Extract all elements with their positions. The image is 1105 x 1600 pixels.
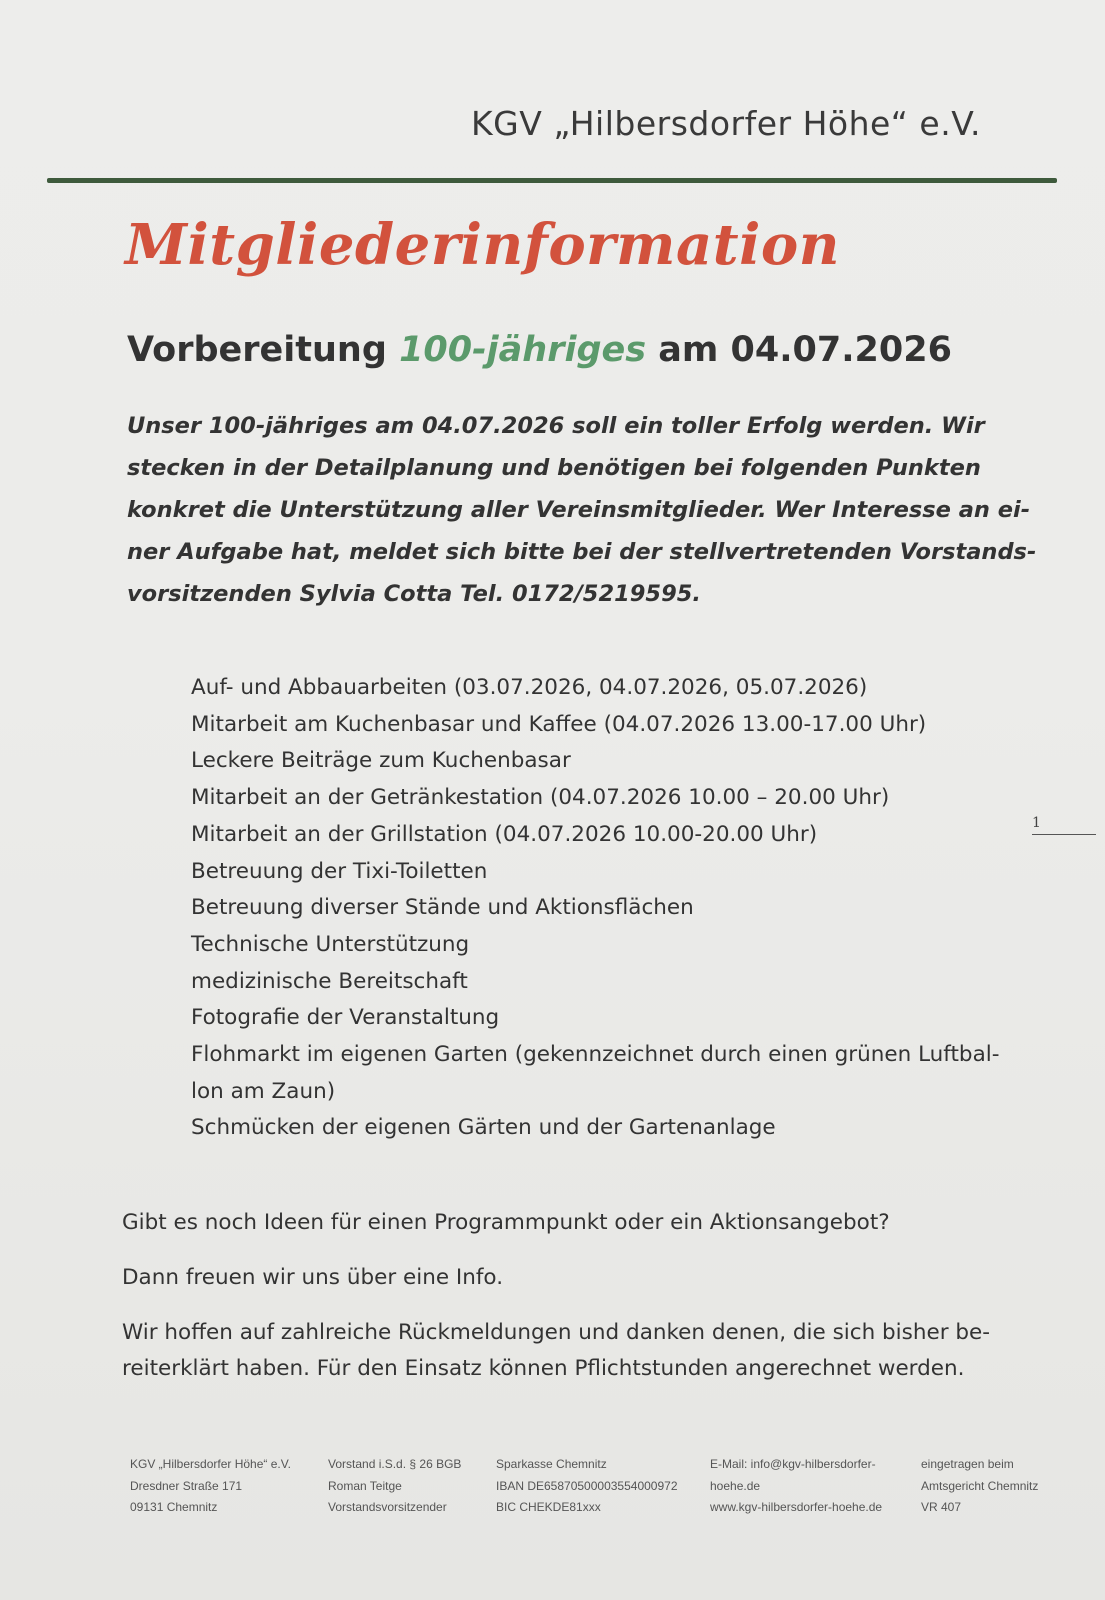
organization-header: KGV „Hilbersdorfer Höhe“ e.V. — [471, 104, 981, 143]
footer-contact — [710, 1454, 882, 1519]
document-title: Mitgliederinformation — [125, 212, 840, 278]
footer-line: IBAN DE65870500003554000972 — [496, 1478, 678, 1493]
footer-line: 09131 Chemnitz — [130, 1500, 218, 1514]
closing-question — [122, 1205, 1022, 1241]
footer-address — [130, 1454, 291, 1519]
header-divider — [47, 178, 1057, 183]
subheading-highlight: 100-jähriges — [399, 330, 647, 370]
closing-thanks-line: Wir hoffen auf zahlreiche Rückmeldungen und danken denen, die sich bisher be- — [122, 1320, 991, 1345]
task-item: medizinische Bereitschaft — [191, 968, 468, 994]
footer-line: KGV „Hilbersdorfer Höhe“ e.V. — [130, 1457, 291, 1471]
task-item: Mitarbeit an der Getränkestation (04.07.2026 10.00 – 20.00 Uhr) — [191, 785, 890, 811]
task-item: Betreuung diverser Stände und Aktionsflächen — [191, 895, 694, 921]
intro-line: stecken in der Detailplanung und benötigen bei folgenden Punkten — [127, 455, 981, 481]
page-marker: 1 — [1032, 815, 1096, 835]
footer-line: Dresdner Straße 171 — [130, 1478, 243, 1493]
task-item: Auf- und Abbauarbeiten (03.07.2026, 04.07.2026, 05.07.2026) — [191, 675, 868, 700]
subheading-suffix: am 04.07.2026 — [646, 330, 952, 370]
task-list — [191, 670, 999, 1147]
closing-info — [122, 1260, 1022, 1296]
footer-line: Amtsgericht Chemnitz — [921, 1478, 1039, 1493]
task-item: Schmücken der eigenen Gärten und der Gartenanlage — [191, 1115, 776, 1141]
task-item: Technische Unterstützung — [191, 931, 470, 957]
closing-info-text: Dann freuen wir uns über eine Info. — [122, 1265, 504, 1290]
closing-thanks-line: reiterklärt haben. Für den Einsatz können Pflichtstunden angerechnet werden. — [122, 1356, 965, 1381]
footer-line: hoehe.de — [710, 1478, 761, 1493]
task-item: lon am Zaun) — [191, 1078, 336, 1104]
subheading-prefix: Vorbereitung — [127, 330, 400, 370]
footer-line: eingetragen beim — [921, 1457, 1014, 1471]
task-item: Mitarbeit am Kuchenbasar und Kaffee (04.07.2026 13.00-17.00 Uhr) — [191, 711, 927, 737]
footer-line: E-Mail: info@kgv-hilbersdorfer- — [710, 1457, 876, 1471]
closing-question-text: Gibt es noch Ideen für einen Programmpunkt oder ein Aktionsangebot? — [122, 1210, 890, 1235]
footer-line: BIC CHEKDE81xxx — [496, 1500, 601, 1514]
task-item: Flohmarkt im eigenen Garten (gekennzeichnet durch einen grünen Luftbal- — [191, 1042, 1000, 1068]
intro-paragraph — [127, 405, 1037, 615]
closing-thanks — [122, 1315, 1022, 1387]
task-item: Fotografie der Veranstaltung — [191, 1005, 500, 1031]
intro-line: konkret die Unterstützung aller Vereinsmitglieder. Wer Interesse an ei- — [127, 497, 1031, 523]
task-item: Mitarbeit an der Grillstation (04.07.2026 10.00-20.00 Uhr) — [191, 821, 818, 847]
footer-registry — [921, 1454, 1038, 1519]
footer-board — [328, 1454, 461, 1519]
footer-line: Vorstand i.S.d. § 26 BGB — [328, 1457, 462, 1471]
footer-line: VR 407 — [921, 1500, 962, 1514]
footer-line: Vorstandsvorsitzender — [328, 1500, 447, 1514]
intro-line: ner Aufgabe hat, meldet sich bitte bei der stellvertretenden Vorstands- — [127, 539, 1037, 565]
footer-bank — [496, 1454, 678, 1519]
subheading — [127, 330, 952, 370]
footer-line: www.kgv-hilbersdorfer-hoehe.de — [710, 1500, 883, 1514]
task-item: Betreuung der Tixi-Toiletten — [191, 858, 488, 884]
intro-line: vorsitzenden Sylvia Cotta Tel. 0172/5219595. — [127, 581, 701, 607]
footer-line: Roman Teitge — [328, 1478, 402, 1493]
task-item: Leckere Beiträge zum Kuchenbasar — [191, 748, 571, 774]
footer-line: Sparkasse Chemnitz — [496, 1457, 607, 1471]
intro-line: Unser 100-jähriges am 04.07.2026 soll ein toller Erfolg werden. Wir — [127, 413, 985, 439]
